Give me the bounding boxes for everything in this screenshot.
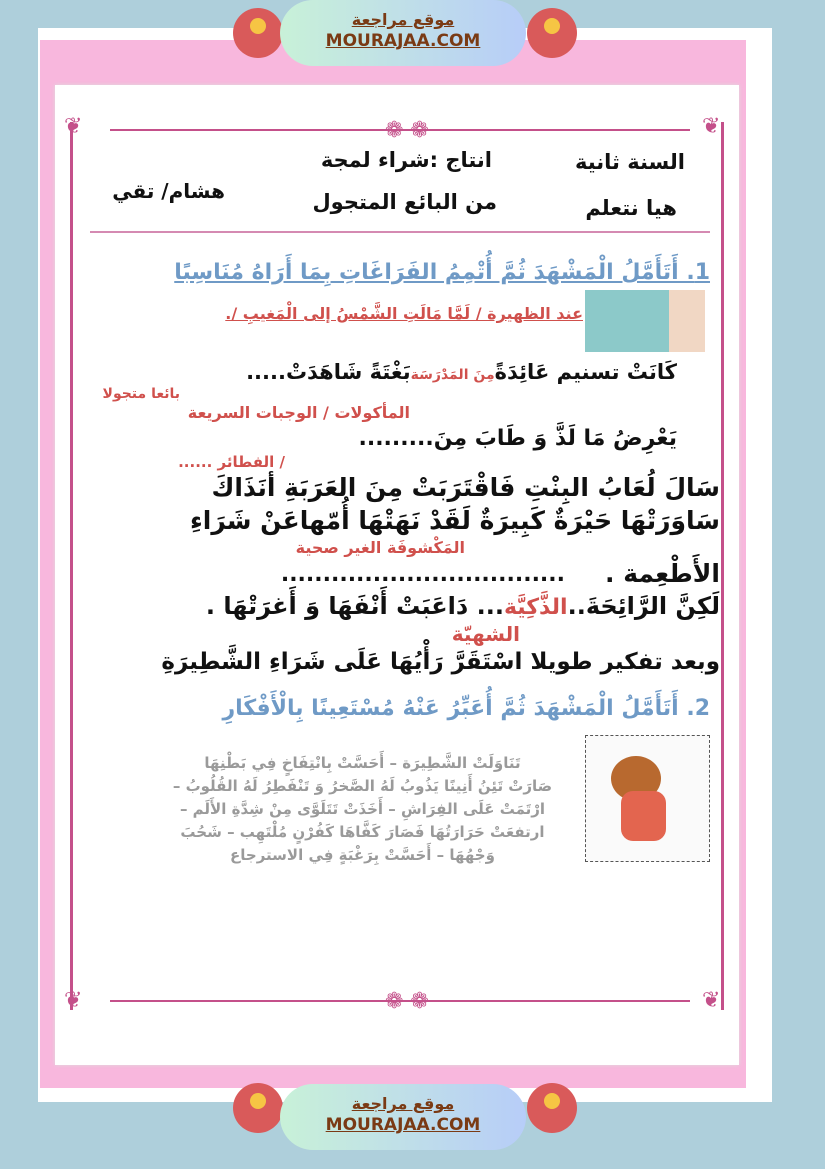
q1-line6 — [206, 593, 720, 621]
q1-line3: سَالَ لُعَابُ البِنْتِ فَاقْتَرَبَتْ مِنَ العَرَبَةِ أنَذَاكَ — [211, 473, 720, 502]
ornament-icon: ❁ ❁ — [385, 118, 429, 143]
text: كَانَتْ تسنيم عَائِدَةً — [494, 360, 677, 384]
text: لَكِنَّ الرَّائِحَةَ.. — [567, 592, 720, 620]
banner-arabic[interactable]: موقع مراجعة — [351, 10, 455, 29]
banner-link[interactable]: MOURAJAA.COM — [325, 31, 481, 51]
title-line1: انتاج :شراء لمجة — [320, 148, 492, 172]
idea-line: وَجْهُهَا – أَحَسَّتْ بِرَغْبَةٍ فِي الاسترجاع — [230, 846, 495, 864]
q2-title: 2. أَتَأَمَّلُ الْمَشْهَدَ ثُمَّ أُعَبِّرُ عَنْهُ مُسْتَعِينًا بِالْأَفْكَارِ — [222, 696, 710, 721]
idea-line: صَارَتْ تَئِنُ أَنِينًا يَذُوبُ لَهُ الصَّخرُ وَ تَنْفَطِرُ لَهُ القُلُوبُ – — [172, 777, 553, 795]
q1-line2: يَعْرِضُ مَا لَذَّ وَ طَابَ مِنَ......... — [358, 426, 677, 451]
q2-ideas — [150, 752, 575, 867]
level-label: السنة ثانية — [574, 150, 685, 174]
title-line2: من البائع المتجول — [312, 190, 497, 214]
answer-exposed: المَكْشوفَة الغير صحية — [295, 538, 465, 557]
girl-dress — [621, 791, 666, 841]
answer-food: المأكولات / الوجبات السريعة — [187, 403, 410, 422]
site-banner-top[interactable] — [280, 0, 526, 66]
q1-line5-dots: .................................. — [280, 562, 565, 587]
ornament-icon: ❦ — [64, 988, 83, 1013]
banner-arabic[interactable]: موقع مراجعة — [351, 1094, 455, 1113]
ornament-icon: ❦ — [702, 114, 721, 139]
answer-vendor: بائعا متجولا — [102, 386, 180, 402]
author-label: هشام/ تقي — [112, 179, 225, 203]
q1-title: 1. أَتَأَمَّلُ الْمَشْهَدَ ثُمَّ أُتْمِمُ الفَرَاغَاتِ بِمَا أَرَاهُ مُنَاسِبًا — [174, 260, 710, 285]
q1-line4: سَاوَرَتْهَا حَيْرَةٌ كَبِيرَةٌ لَقَدْ نَهَتْهَا أُمّهاعَنْ شَرَاءِ — [189, 506, 720, 535]
answer-time: عند الظهيرة / لَمَّا مَالَتِ الشَّمْسُ إلى الْمَغيبِ /. — [225, 304, 583, 323]
site-logo-icon[interactable] — [527, 1083, 577, 1133]
header-divider — [90, 231, 710, 233]
ornament-icon: ❦ — [64, 114, 83, 139]
idea-line: ارتفعَتْ حَرَارَتُهَا فَصَارَ كَفَّاهَا كَفُرْنٍ مُلْتَهِب – شَحُبَ — [180, 823, 545, 841]
idea-line: ارْتَمَتْ عَلَى الفِرَاشِ – أَخَذَتْ تَتَلَوَّى مِنْ شِدَّةِ الأَلَم – — [179, 800, 546, 818]
site-logo-icon[interactable] — [233, 1083, 283, 1133]
idea-line: تَنَاوَلَتْ الشَّطِيرَة – أَحَسَّتْ بِانْتِفَاخٍ فِي بَطْنِهَا — [204, 754, 521, 772]
site-logo-icon[interactable] — [527, 8, 577, 58]
q1-line5: الأَطْعِمة . — [605, 559, 720, 588]
answer-school: مِنَ المَدْرَسَة — [410, 367, 495, 383]
text: ... دَاعَبَتْ أَنْفَهَا وَ أَغرَتْهَا . — [205, 592, 504, 620]
unit-label: هيا نتعلم — [585, 196, 677, 220]
q1-line7: وبعد تفكير طويلا اسْتَقَرَّ رَأْيُهَا عَلَى شَرَاءِ الشَّطِيرَةِ — [161, 649, 720, 675]
site-banner-bottom[interactable] — [280, 1084, 526, 1150]
ornament-icon: ❦ — [702, 988, 721, 1013]
site-logo-icon[interactable] — [233, 8, 283, 58]
ornament-icon: ❁ ❁ — [385, 989, 429, 1014]
answer-food2: / الفطائر ...... — [178, 453, 285, 471]
answer-smell2: الشهيّة — [451, 622, 520, 646]
banner-link[interactable]: MOURAJAA.COM — [325, 1115, 481, 1135]
sick-girl-image — [585, 735, 710, 862]
text: بَغْتَةً شَاهَدَتْ..... — [246, 360, 411, 384]
q1-line1 — [246, 360, 677, 384]
answer-smell: الذَّكِيَّة — [503, 595, 568, 620]
vendor-cart-image — [585, 290, 705, 352]
